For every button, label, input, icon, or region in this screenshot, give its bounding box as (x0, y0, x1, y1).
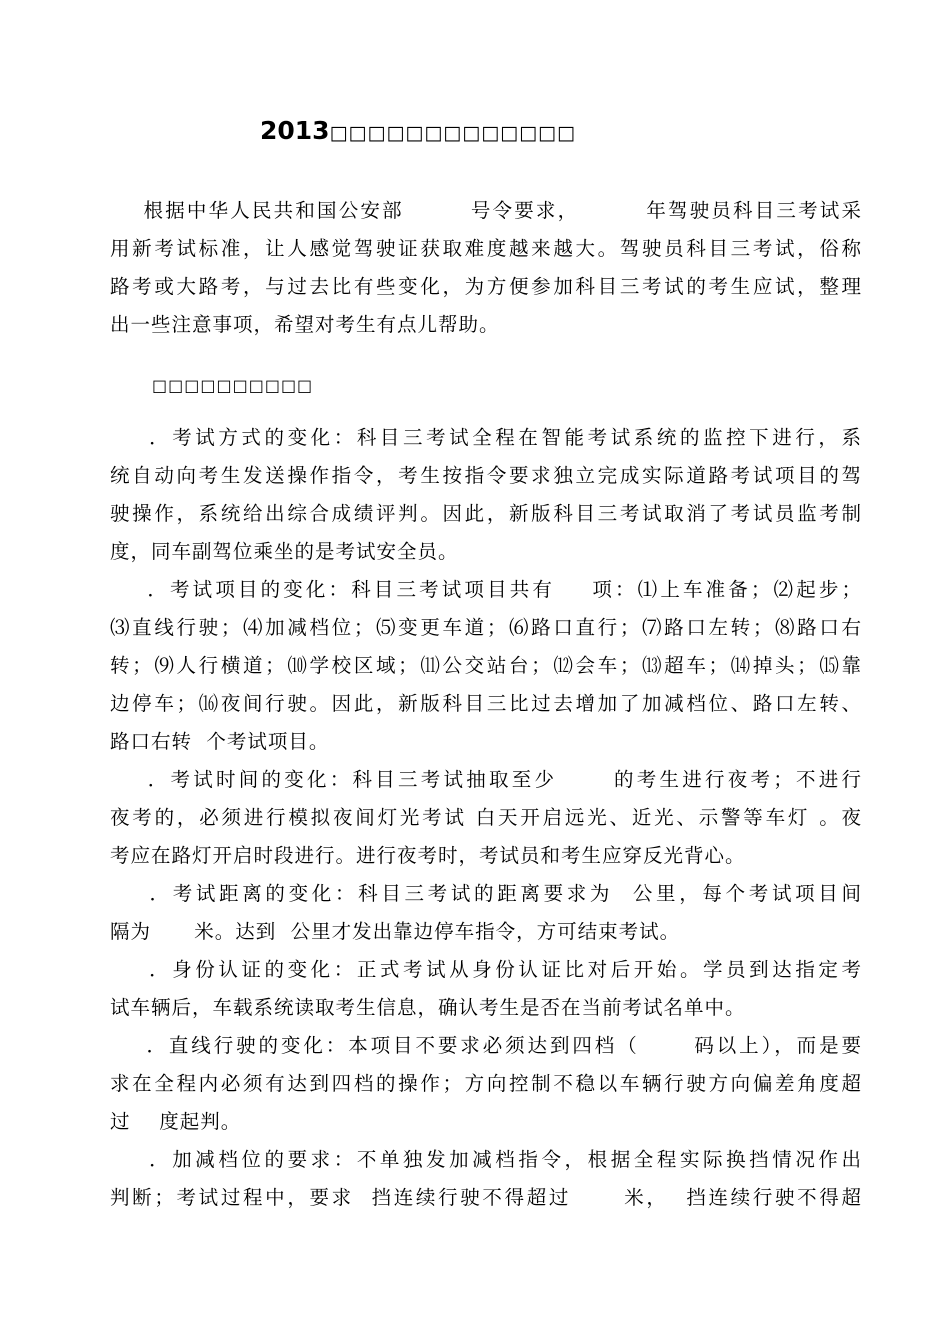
item-exam-method (110, 419, 862, 571)
paragraph-line: 驶操作，系统给出综合成绩评判。因此，新版科目三考试取消了考试员监考制 (110, 502, 862, 525)
item-identity-check (110, 951, 862, 1027)
paragraph-line: 考应在路灯开启时段进行。进行夜考时，考试员和考生应穿反光背心。 (110, 844, 746, 867)
paragraph-line: 转；⑼人行横道；⑽学校区域；⑾公交站台；⑿会车；⒀超车；⒁掉头；⒂靠 (110, 654, 862, 677)
item-exam-items (110, 571, 862, 761)
paragraph-line: 边停车；⒃夜间行驶。因此，新版科目三比过去增加了加减档位、路口左转、 (110, 692, 862, 715)
intro-paragraph (110, 192, 862, 344)
item-straight-driving (110, 1027, 862, 1141)
paragraph-line: 路考或大路考，与过去比有些变化，为方便参加科目三考试的考生应试，整理 (110, 275, 862, 298)
item-exam-time (110, 761, 862, 875)
paragraph-line: 过 度起判。 (110, 1110, 242, 1133)
paragraph-line: 统自动向考生发送操作指令，考生按指令要求独立完成实际道路考试项目的驾 (110, 464, 862, 487)
paragraph-line: 用新考试标准，让人感觉驾驶证获取难度越来越大。驾驶员科目三考试，俗称 (110, 237, 862, 260)
paragraph-line: ．考试时间的变化：科目三考试抽取至少 的考生进行夜考；不进行 (110, 768, 862, 791)
paragraph-line: ．考试方式的变化：科目三考试全程在智能考试系统的监控下进行，系 (110, 426, 862, 449)
item-gear-shifting (110, 1141, 862, 1217)
paragraph-line: 试车辆后，车载系统读取考生信息，确认考生是否在当前考试名单中。 (110, 996, 746, 1019)
paragraph-line: 路口右转 个考试项目。 (110, 730, 330, 753)
paragraph-line: ．考试距离的变化：科目三考试的距离要求为 公里，每个考试项目间 (110, 882, 862, 905)
paragraph-line: 判断；考试过程中，要求 挡连续行驶不得超过 米， 挡连续行驶不得超 (110, 1186, 862, 1209)
paragraph-line: ．考试项目的变化：科目三考试项目共有 项：⑴上车准备；⑵起步； (110, 578, 862, 601)
paragraph-line: 度，同车副驾位乘坐的是考试安全员。 (110, 540, 459, 563)
paragraph-line: 根据中华人民共和国公安部 号令要求， 年驾驶员科目三考试采 (110, 199, 862, 222)
paragraph-line: ．身份认证的变化：正式考试从身份认证比对后开始。学员到达指定考 (110, 958, 862, 981)
paragraph-line: 隔为 米。达到 公里才发出靠边停车指令，方可结束考试。 (110, 920, 681, 943)
paragraph-line: 出一些注意事项，希望对考生有点儿帮助。 (110, 313, 500, 336)
title-garbled-text: □□□□□□□□□□□□□ (329, 122, 576, 144)
paragraph-line: 求在全程内必须有达到四档的操作；方向控制不稳以车辆行驶方向偏差角度超 (110, 1072, 862, 1095)
section-heading: □□□□□□□□□□ (152, 376, 314, 395)
paragraph-line: ．加减档位的要求：不单独发加减档指令，根据全程实际换挡情况作出 (110, 1148, 862, 1171)
title-year: 2013 (260, 116, 330, 145)
document-title (260, 114, 576, 150)
paragraph-line: ⑶直线行驶；⑷加减档位；⑸变更车道；⑹路口直行；⑺路口左转；⑻路口右 (110, 616, 862, 639)
paragraph-line: ．直线行驶的变化：本项目不要求必须达到四档（ 码以上），而是要 (110, 1034, 862, 1057)
item-exam-distance (110, 875, 862, 951)
paragraph-line: 夜考的，必须进行模拟夜间灯光考试 白天开启远光、近光、示警等车灯 。夜 (110, 806, 862, 829)
